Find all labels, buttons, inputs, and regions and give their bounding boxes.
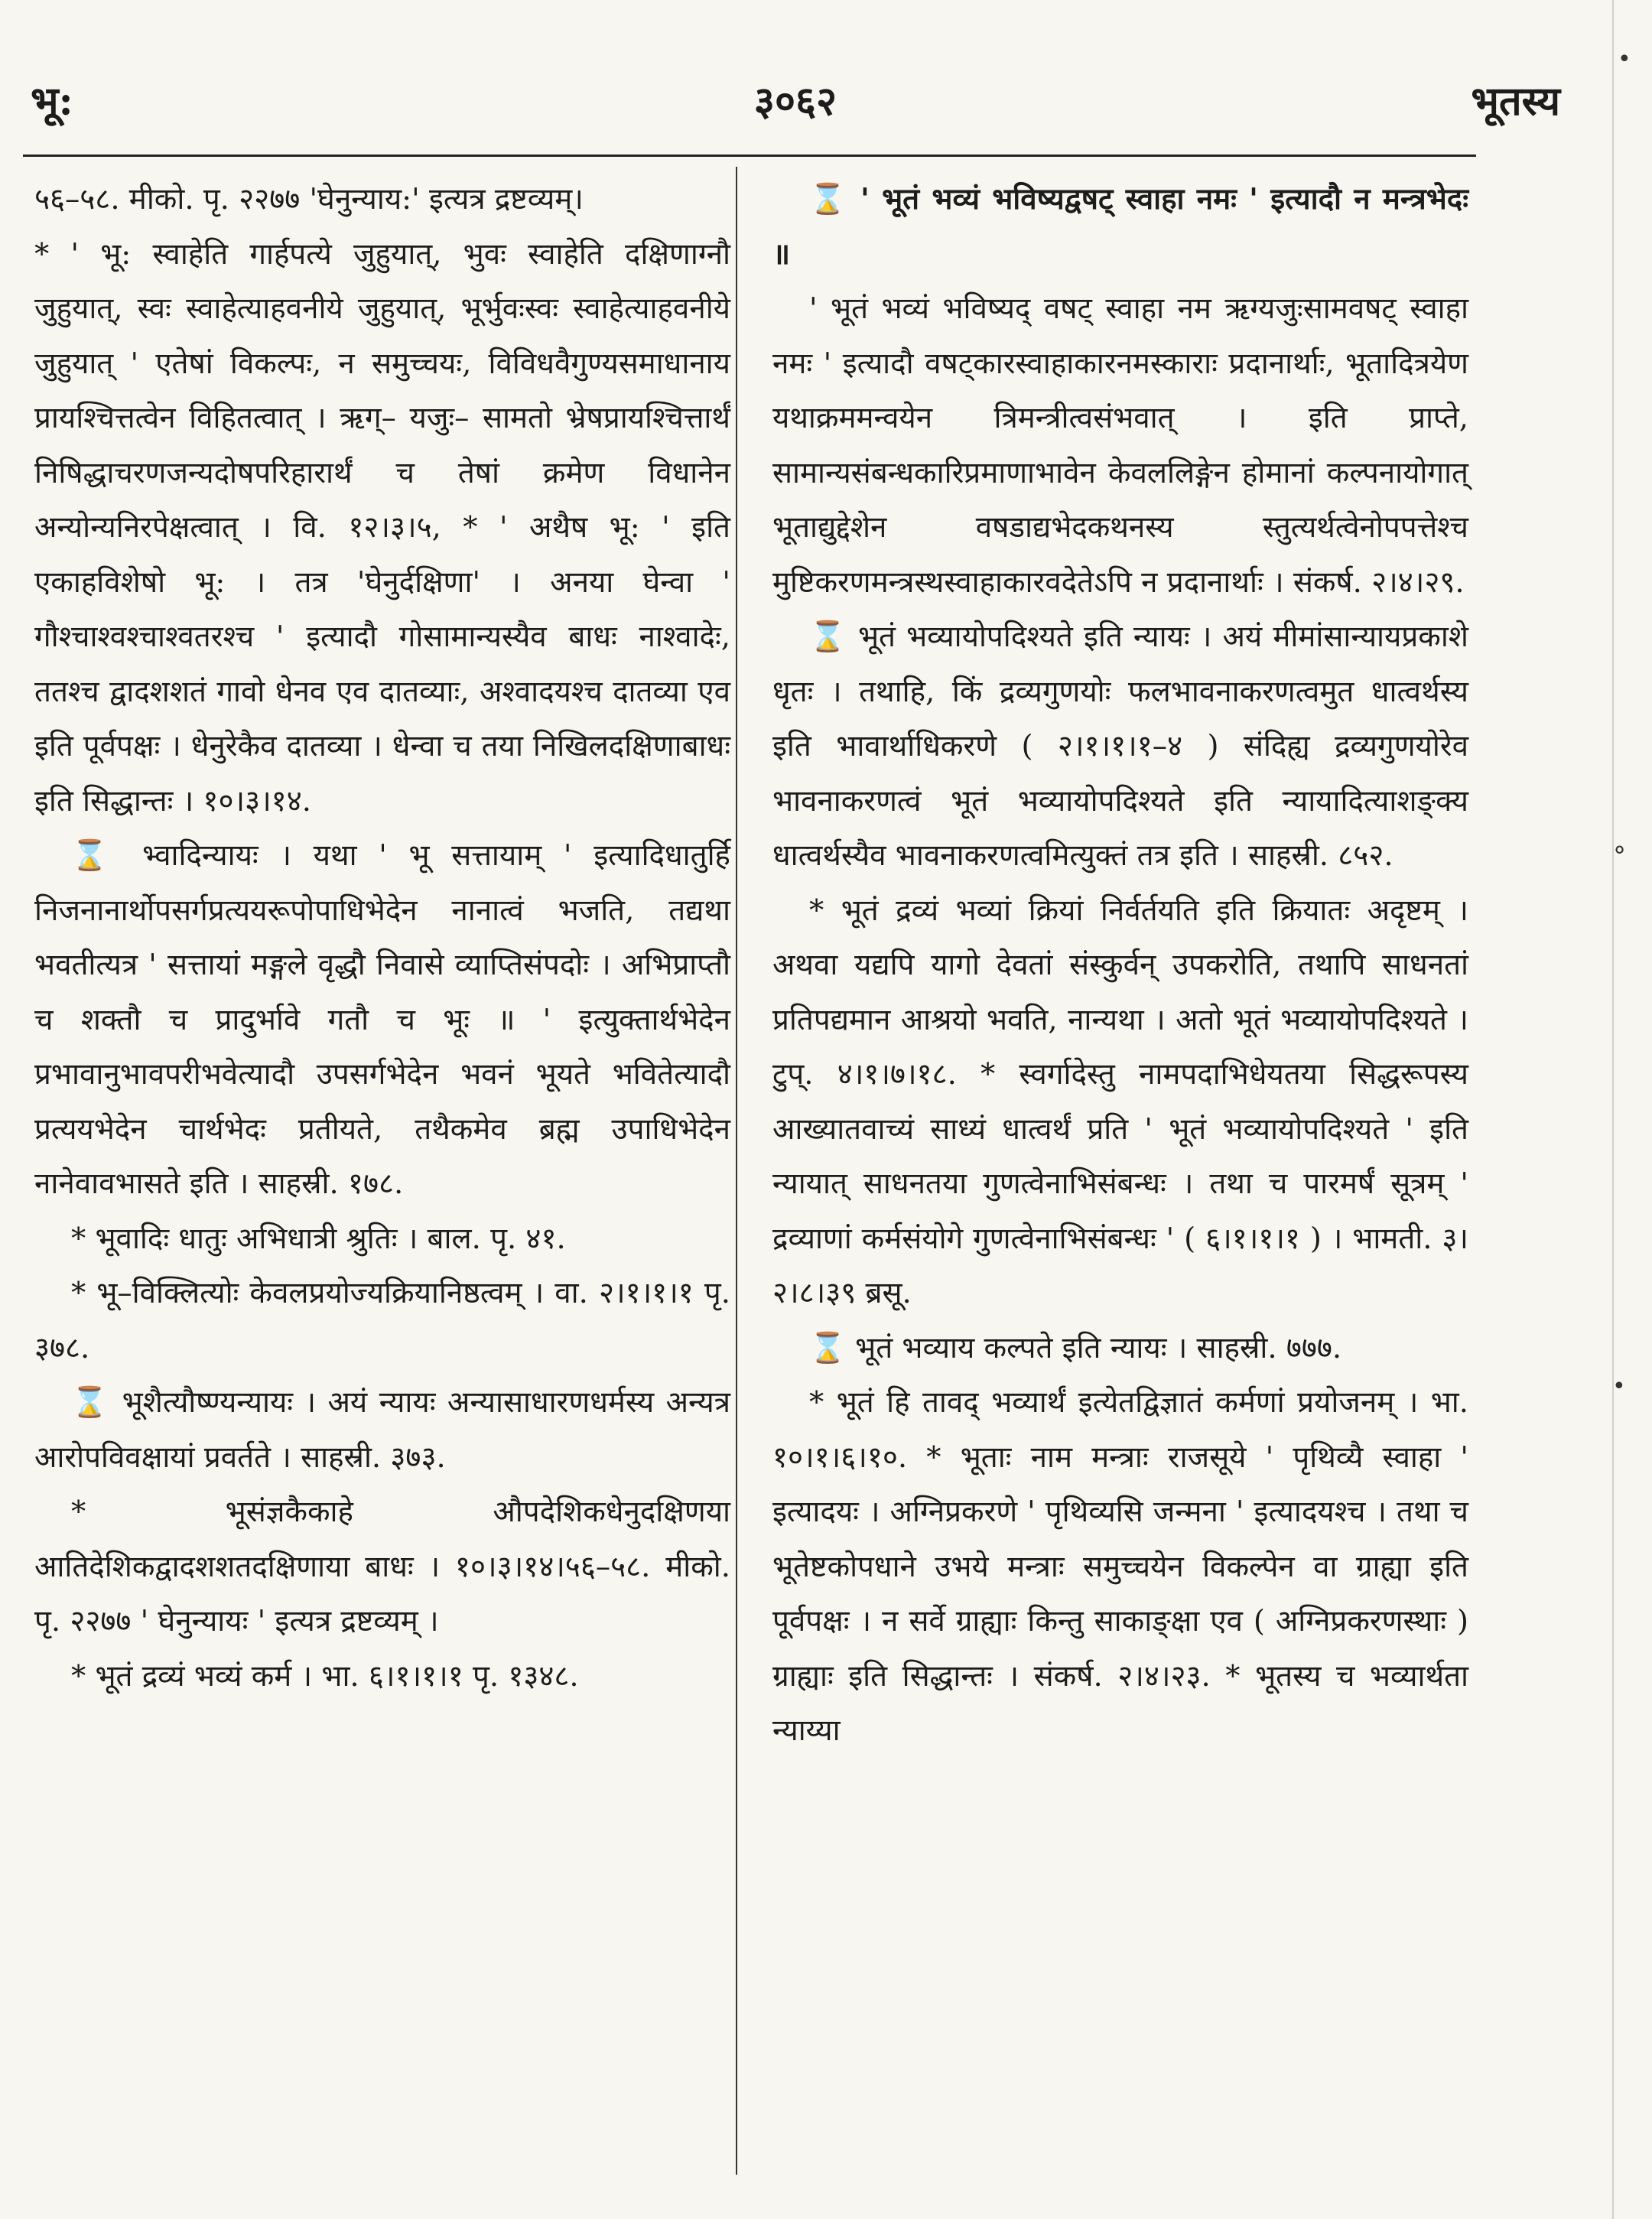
entry-paragraph: ' भूतं भव्यं भविष्यद् वषट् स्वाहा नम ऋग्यजुःसामवषट् स्वाहा नमः ' इत्यादौ वषट्कारस्वाहाकारनमस्काराः प्रदानार्थाः, भूतादित्रयेण यथाक्रममन्वयेन त्रिमन्त्रीत्वसंभवात् । इति प्राप्ते, सामान्यसंबन्धकारिप्रमाणाभावेन केवललिङ्गेन होमानां कल्पनायोगात् भूताद्युद्देशेन वषडाद्यभेदकथनस्य स्तुत्यर्थत्वेनोपपत्तेश्च मुष्टिकरणमन्त्रस्थस्वाहाकारवदेतेऽपि न प्रदानार्थाः । संकर्ष. २।४।२९. bbox=[772, 291, 1468, 600]
entry-heading: ⌛ ' भूतं भव्यं भविष्यद्वषट् स्वाहा नमः ' इत्यादौ न मन्त्रभेदः ॥ bbox=[772, 182, 1468, 272]
left-column bbox=[34, 172, 730, 1703]
entry-paragraph: ⌛ भूतं भव्यायोपदिश्यते इति न्यायः । अयं मीमांसान्यायप्रकाशे धृतः । तथाहि, किं द्रव्यगुणयोः फलभावनाकरणत्वमुत धात्वर्थस्य इति भावार्थाधिकरणे ( २।१।१।१–४ ) संदिह्य द्रव्यगुणयोरेव भावनाकरणत्वं भूतं भव्यायोपदिश्यते इति न्यायादित्याशङ्क्य धात्वर्थस्यैव भावनाकरणत्वमित्युक्तं तत्र इति । साहस्री. ८५२. bbox=[772, 620, 1468, 873]
entry-paragraph: * भूवादिः धातुः अभिधात्री श्रुतिः । बाल. पृ. ४१. bbox=[71, 1221, 566, 1256]
entry-paragraph: ⌛ भूतं भव्याय कल्पते इति न्यायः । साहस्री. ७७७. bbox=[809, 1330, 1342, 1365]
header-right-headword: भूतस्य bbox=[1471, 78, 1560, 125]
header-rule bbox=[23, 155, 1476, 157]
entry-paragraph: ⌛ भूशैत्यौष्ण्यन्यायः । अयं न्यायः अन्यासाधारणधर्मस्य अन्यत्र आरोपविवक्षायां प्रवर्तते । साहस्री. ३७३. bbox=[34, 1385, 730, 1475]
right-column bbox=[772, 172, 1468, 1759]
entry-paragraph: * भूतं द्रव्यं भव्यं कर्म । भा. ६।१।१।१ पृ. १३४८. bbox=[71, 1658, 579, 1694]
entry-paragraph: ५६–५८. मीको. पृ. २२७७ 'घेनुन्याय:' इत्यत्र द्रष्टव्यम्। bbox=[34, 182, 584, 216]
scan-margin-line bbox=[1612, 0, 1614, 2219]
header-left-headword: भू: bbox=[31, 78, 73, 125]
entry-paragraph: * भूसंज्ञकैकाहे औपदेशिकधेनुदक्षिणया आतिदेशिकद्वादशशतदक्षिणाया बाधः । १०।३।१४।५६–५८. मीको. पृ. २२७७ ' घेनुन्यायः ' इत्यत्र द्रष्टव्यम् । bbox=[34, 1495, 730, 1638]
entry-paragraph: * ' भू: स्वाहेति गार्हपत्ये जुहुयात्, भुवः स्वाहेति दक्षिणाग्नौ जुहुयात्, स्वः स्वाहेत्याहवनीये जुहुयात्, भूर्भुवःस्वः स्वाहेत्याहवनीये जुहुयात् ' एतेषां विकल्पः, न समुच्चयः, विविधवैगुण्यसमाधानाय प्रायश्चित्तत्वेन विहितत्वात् । ऋग्– यजुः– सामतो भ्रेषप्रायश्चित्तार्थं निषिद्धाचरणजन्यदोषपरिहारार्थं च तेषां क्रमेण विधानेन अन्योन्यनिरपेक्षत्वात् । वि. १२।३।५, * ' अथैष भू: ' इति एकाहविशेषो भू: । तत्र 'घेनुर्दक्षिणा' । अनया घेन्वा ' गौश्चाश्वश्चाश्वतरश्च ' इत्यादौ गोसामान्यस्यैव बाधः नाश्वादेः, ततश्च द्वादशशतं गावो धेनव एव दातव्याः, अश्वादयश्च दातव्या एव इति पूर्वपक्षः । धेनुरेकैव दातव्या । धेन्वा च तया निखिलदक्षिणाबाधः इति सिद्धान्तः । १०।३।१४. bbox=[34, 236, 730, 818]
entry-paragraph: * भूतं हि तावद् भव्यार्थं इत्येतद्विज्ञातं कर्मणां प्रयोजनम् । भा. १०।१।६।१०. * भूताः नाम मन्त्राः राजसूये ' पृथिव्यै स्वाहा ' इत्यादयः । अग्निप्रकरणे ' पृथिव्यसि जन्मना ' इत्यादयश्च । तथा च भूतेष्टकोपधाने उभये मन्त्राः समुच्चयेन विकल्पेन वा ग्राह्या इति पूर्वपक्षः । न सर्वे ग्राह्याः किन्तु साकाङ्क्षा एव ( अग्निप्रकरणस्थाः ) ग्राह्याः इति सिद्धान्तः । संकर्ष. २।४।२३. * भूतस्य च भव्यार्थता न्याय्या bbox=[772, 1385, 1468, 1748]
entry-paragraph: * भू–विक्लित्योः केवलप्रयोज्यक्रियानिष्ठत्वम् । वा. २।१।१।१ पृ. ३७८. bbox=[34, 1276, 730, 1365]
column-divider bbox=[736, 167, 737, 2175]
margin-speck: • bbox=[1618, 46, 1631, 73]
page-number: ३०६२ bbox=[753, 78, 837, 125]
page-header bbox=[31, 73, 1560, 126]
entry-paragraph: * भूतं द्रव्यं भव्यां क्रियां निर्वर्तयति इति क्रियातः अदृष्टम् । अथवा यद्यपि यागो देवतां संस्कुर्वन् उपकरोति, तथापि साधनतां प्रतिपद्यमान आश्रयो भवति, नान्यथा । अतो भूतं भव्यायोपदिश्यते । टुप्. ४।१।७।१८. * स्वर्गादेस्तु नामपदाभिधेयतया सिद्धरूपस्य आख्यातवाच्यं साध्यं धात्वर्थं प्रति ' भूतं भव्यायोपदिश्यते ' इति न्यायात् साधनतया गुणत्वेनाभिसंबन्धः । तथा च पारमर्षं सूत्रम् ' द्रव्याणां कर्मसंयोगे गुणत्वेनाभिसंबन्धः ' ( ६।१।१।१ ) । भामती. ३।२।८।३९ ब्रसू. bbox=[772, 893, 1468, 1310]
entry-paragraph: ⌛ भ्वादिन्यायः । यथा ' भू सत्तायाम् ' इत्यादिधातुर्हि निजनानार्थोपसर्गप्रत्ययरूपोपाधिभेदेन नानात्वं भजति, तद्यथा भवतीत्यत्र ' सत्तायां मङ्गले वृद्धौ निवासे व्याप्तिसंपदोः । अभिप्राप्तौ च शक्तौ च प्रादुर्भावे गतौ च भूः ॥ ' इत्युक्तार्थभेदेन प्रभावानुभावपरीभवेत्यादौ उपसर्गभेदेन भवनं भूयते भवितेत्यादौ प्रत्ययभेदेन चार्थभेदः प्रतीयते, तथैकमेव ब्रह्म उपाधिभेदेन नानेवावभासते इति । साहस्री. १७८. bbox=[34, 838, 730, 1201]
margin-speck: ⚬ bbox=[1610, 838, 1630, 864]
margin-speck: • bbox=[1612, 1373, 1626, 1400]
